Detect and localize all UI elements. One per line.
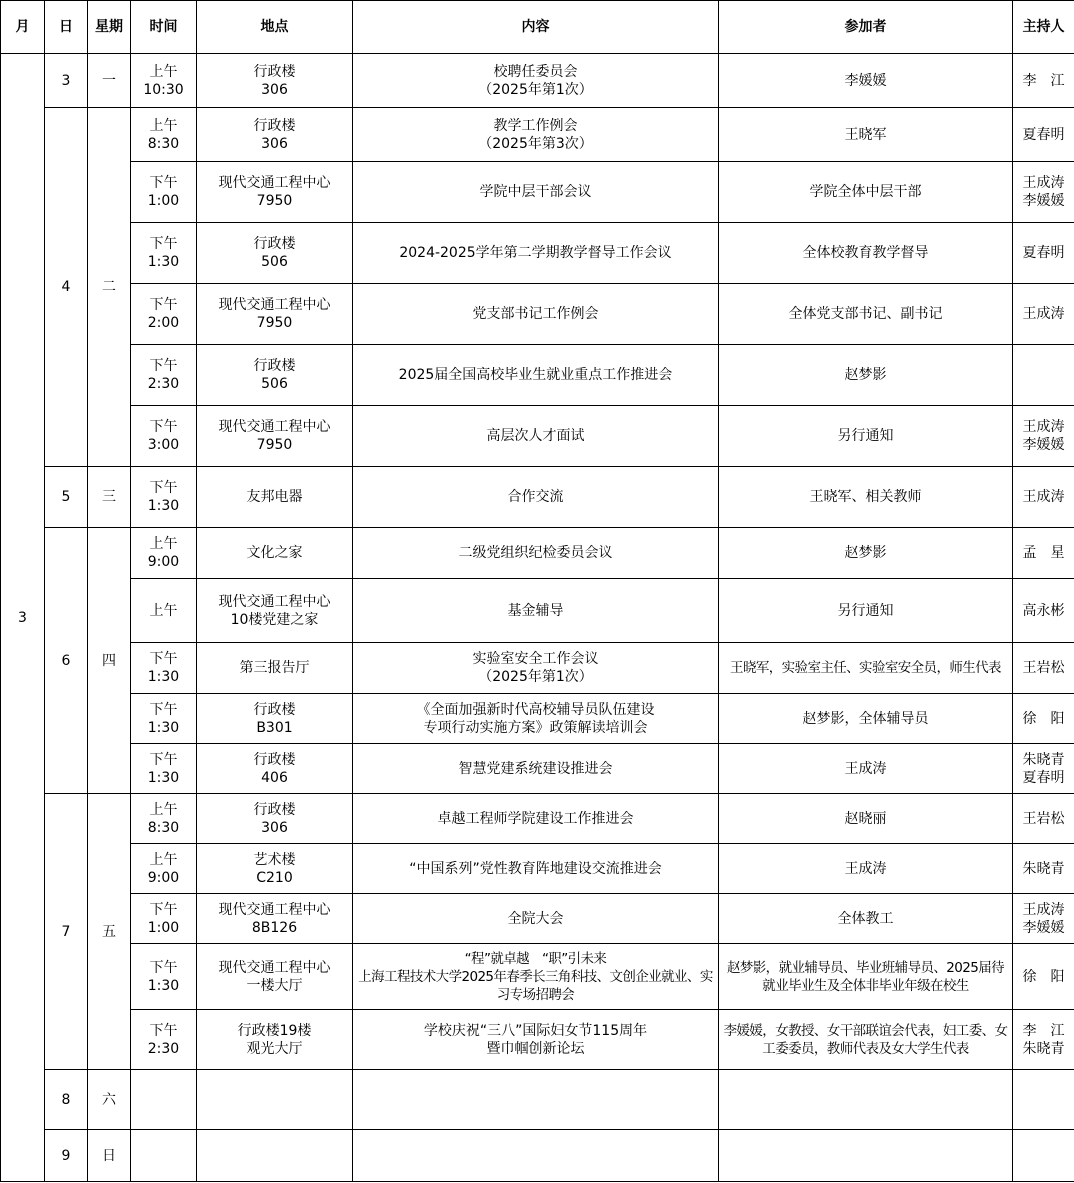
- time-cell: 下午 1:30: [131, 467, 197, 528]
- content-cell: 教学工作例会 （2025年第3次）: [353, 108, 719, 162]
- content-cell: 高层次人才面试: [353, 406, 719, 467]
- host-cell: 王成涛: [1013, 467, 1074, 528]
- content-cell: 学院中层干部会议: [353, 162, 719, 223]
- header-place: 地点: [197, 1, 353, 54]
- host-cell: 王岩松: [1013, 794, 1074, 844]
- table-row: [1, 1010, 1074, 1070]
- host-cell: 夏春明: [1013, 223, 1074, 284]
- time-cell: 下午 1:30: [131, 694, 197, 744]
- content-cell: 卓越工程师学院建设工作推进会: [353, 794, 719, 844]
- table-row: [1, 643, 1074, 694]
- attendees-cell: 全体校教育教学督导: [719, 223, 1013, 284]
- place-cell: 现代交通工程中心 7950: [197, 406, 353, 467]
- attendees-cell: 赵梦影: [719, 345, 1013, 406]
- header-host: 主持人: [1013, 1, 1074, 54]
- time-cell: [131, 1070, 197, 1130]
- host-cell: 王成涛 李媛媛: [1013, 406, 1074, 467]
- header-day: 日: [45, 1, 88, 54]
- time-cell: 下午 1:00: [131, 894, 197, 944]
- attendees-cell: 赵晓丽: [719, 794, 1013, 844]
- place-cell: 艺术楼 C210: [197, 844, 353, 894]
- place-cell: 行政楼 506: [197, 223, 353, 284]
- table-row: [1, 345, 1074, 406]
- place-cell: 行政楼 406: [197, 744, 353, 794]
- content-cell: 二级党组织纪检委员会议: [353, 528, 719, 579]
- place-cell: 第三报告厅: [197, 643, 353, 694]
- table-row: [1, 284, 1074, 345]
- host-cell: 王成涛 李媛媛: [1013, 894, 1074, 944]
- attendees-cell: 全体教工: [719, 894, 1013, 944]
- content-cell: 校聘任委员会 （2025年第1次）: [353, 54, 719, 108]
- table-row: [1, 744, 1074, 794]
- attendees-cell: 全体党支部书记、副书记: [719, 284, 1013, 345]
- time-cell: 下午 1:30: [131, 744, 197, 794]
- time-cell: 上午: [131, 579, 197, 643]
- table-row: [1, 844, 1074, 894]
- weekday-cell: 日: [88, 1130, 131, 1182]
- content-cell: 全院大会: [353, 894, 719, 944]
- header-weekday: 星期: [88, 1, 131, 54]
- time-cell: 下午 2:30: [131, 1010, 197, 1070]
- attendees-cell: [719, 1130, 1013, 1182]
- place-cell: 文化之家: [197, 528, 353, 579]
- time-cell: 下午 1:30: [131, 223, 197, 284]
- place-cell: 行政楼 306: [197, 54, 353, 108]
- time-cell: 上午 9:00: [131, 528, 197, 579]
- place-cell: 行政楼 306: [197, 108, 353, 162]
- place-cell: 现代交通工程中心 7950: [197, 284, 353, 345]
- host-cell: 夏春明: [1013, 108, 1074, 162]
- table-row: [1, 1130, 1074, 1182]
- day-cell: 4: [45, 108, 88, 467]
- time-cell: 下午 1:30: [131, 643, 197, 694]
- host-cell: [1013, 1070, 1074, 1130]
- day-cell: 7: [45, 794, 88, 1070]
- host-cell: [1013, 345, 1074, 406]
- content-cell: “中国系列”党性教育阵地建设交流推进会: [353, 844, 719, 894]
- table-row: [1, 108, 1074, 162]
- time-cell: 上午 8:30: [131, 794, 197, 844]
- table-row: [1, 579, 1074, 643]
- content-cell: [353, 1070, 719, 1130]
- attendees-cell: 另行通知: [719, 579, 1013, 643]
- content-cell: 智慧党建系统建设推进会: [353, 744, 719, 794]
- place-cell: [197, 1070, 353, 1130]
- weekday-cell: 一: [88, 54, 131, 108]
- place-cell: 行政楼 306: [197, 794, 353, 844]
- attendees-cell: 另行通知: [719, 406, 1013, 467]
- time-cell: 下午 3:00: [131, 406, 197, 467]
- table-row: [1, 894, 1074, 944]
- host-cell: 朱晓青 夏春明: [1013, 744, 1074, 794]
- content-cell: 党支部书记工作例会: [353, 284, 719, 345]
- weekday-cell: 四: [88, 528, 131, 794]
- weekday-cell: 五: [88, 794, 131, 1070]
- table-row: [1, 944, 1074, 1010]
- place-cell: 行政楼 B301: [197, 694, 353, 744]
- table-row: [1, 794, 1074, 844]
- content-cell: 《全面加强新时代高校辅导员队伍建设 专项行动实施方案》政策解读培训会: [353, 694, 719, 744]
- day-cell: 8: [45, 1070, 88, 1130]
- month-cell: 3: [1, 54, 45, 1182]
- table-row: [1, 467, 1074, 528]
- attendees-cell: 王晓军，实验室主任、实验室安全员，师生代表: [719, 643, 1013, 694]
- place-cell: 现代交通工程中心 一楼大厅: [197, 944, 353, 1010]
- content-cell: 2024-2025学年第二学期教学督导工作会议: [353, 223, 719, 284]
- header-row: [1, 1, 1074, 54]
- weekday-cell: 六: [88, 1070, 131, 1130]
- place-cell: 现代交通工程中心 7950: [197, 162, 353, 223]
- day-cell: 6: [45, 528, 88, 794]
- day-cell: 3: [45, 54, 88, 108]
- place-cell: 行政楼19楼 观光大厅: [197, 1010, 353, 1070]
- day-cell: 5: [45, 467, 88, 528]
- time-cell: 下午 2:30: [131, 345, 197, 406]
- attendees-cell: 王成涛: [719, 744, 1013, 794]
- attendees-cell: 赵梦影，就业辅导员、毕业班辅导员、2025届待就业毕业生及全体非毕业年级在校生: [719, 944, 1013, 1010]
- attendees-cell: 王成涛: [719, 844, 1013, 894]
- host-cell: 徐 阳: [1013, 694, 1074, 744]
- table-row: [1, 1070, 1074, 1130]
- table-row: [1, 162, 1074, 223]
- host-cell: 王成涛 李媛媛: [1013, 162, 1074, 223]
- time-cell: [131, 1130, 197, 1182]
- attendees-cell: 王晓军、相关教师: [719, 467, 1013, 528]
- attendees-cell: 李媛媛: [719, 54, 1013, 108]
- table-row: [1, 54, 1074, 108]
- host-cell: 朱晓青: [1013, 844, 1074, 894]
- place-cell: 友邦电器: [197, 467, 353, 528]
- place-cell: 现代交通工程中心 8B126: [197, 894, 353, 944]
- host-cell: 孟 星: [1013, 528, 1074, 579]
- place-cell: 现代交通工程中心 10楼党建之家: [197, 579, 353, 643]
- header-content: 内容: [353, 1, 719, 54]
- time-cell: 下午 1:00: [131, 162, 197, 223]
- place-cell: 行政楼 506: [197, 345, 353, 406]
- table-row: [1, 528, 1074, 579]
- host-cell: 王岩松: [1013, 643, 1074, 694]
- content-cell: 学校庆祝“三八”国际妇女节115周年 暨巾帼创新论坛: [353, 1010, 719, 1070]
- content-cell: 基金辅导: [353, 579, 719, 643]
- table-row: [1, 406, 1074, 467]
- attendees-cell: 赵梦影，全体辅导员: [719, 694, 1013, 744]
- content-cell: 2025届全国高校毕业生就业重点工作推进会: [353, 345, 719, 406]
- content-cell: 实验室安全工作会议 （2025年第1次）: [353, 643, 719, 694]
- attendees-cell: 赵梦影: [719, 528, 1013, 579]
- attendees-cell: 王晓军: [719, 108, 1013, 162]
- content-cell: [353, 1130, 719, 1182]
- day-cell: 9: [45, 1130, 88, 1182]
- attendees-cell: 学院全体中层干部: [719, 162, 1013, 223]
- table-row: [1, 223, 1074, 284]
- header-time: 时间: [131, 1, 197, 54]
- host-cell: 徐 阳: [1013, 944, 1074, 1010]
- time-cell: 上午 9:00: [131, 844, 197, 894]
- table-row: [1, 694, 1074, 744]
- host-cell: 李 江: [1013, 54, 1074, 108]
- weekday-cell: 二: [88, 108, 131, 467]
- time-cell: 上午 10:30: [131, 54, 197, 108]
- host-cell: 李 江 朱晓青: [1013, 1010, 1074, 1070]
- time-cell: 下午 2:00: [131, 284, 197, 345]
- content-cell: 合作交流: [353, 467, 719, 528]
- header-month: 月: [1, 1, 45, 54]
- content-cell: “程”就卓越 “职”引未来 上海工程技术大学2025年春季长三角科技、文创企业就业、实习专场招聘会: [353, 944, 719, 1010]
- attendees-cell: [719, 1070, 1013, 1130]
- host-cell: [1013, 1130, 1074, 1182]
- place-cell: [197, 1130, 353, 1182]
- header-attendees: 参加者: [719, 1, 1013, 54]
- attendees-cell: 李媛媛，女教授、女干部联谊会代表，妇工委、女工委委员，教师代表及女大学生代表: [719, 1010, 1013, 1070]
- host-cell: 高永彬: [1013, 579, 1074, 643]
- time-cell: 下午 1:30: [131, 944, 197, 1010]
- weekday-cell: 三: [88, 467, 131, 528]
- host-cell: 王成涛: [1013, 284, 1074, 345]
- time-cell: 上午 8:30: [131, 108, 197, 162]
